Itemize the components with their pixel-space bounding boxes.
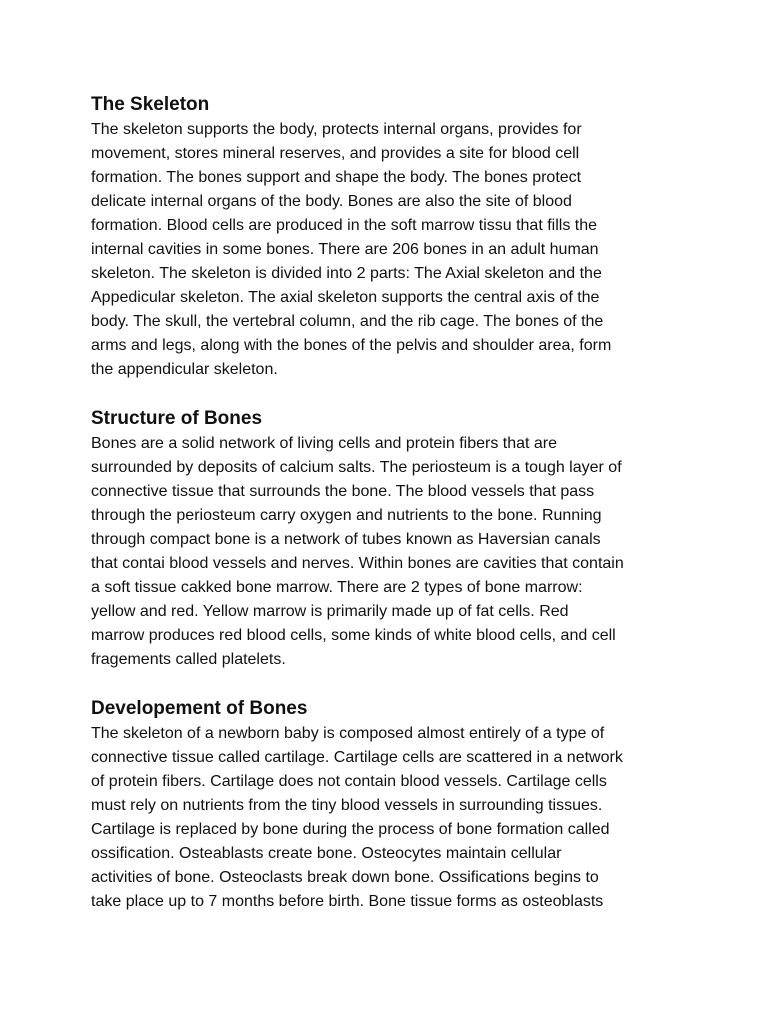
text-line: formation. Blood cells are produced in the soft marrow tissu that fills the (91, 217, 598, 234)
text-line: through the periosteum carry oxygen and nutrients to the bone. Running (91, 507, 602, 524)
text-line: of protein fibers. Cartilage does not contain blood vessels. Cartilage cells (91, 773, 607, 790)
text-line: must rely on nutrients from the tiny blood vessels in surrounding tissues. (91, 797, 603, 814)
section-paragraph (91, 432, 691, 672)
text-line: surrounded by deposits of calcium salts. The periosteum is a tough layer of (91, 459, 622, 476)
text-line: Cartilage is replaced by bone during the process of bone formation called (91, 821, 610, 838)
text-line: through compact bone is a network of tubes known as Haversian canals (91, 531, 601, 548)
section-paragraph (91, 722, 691, 914)
text-line: connective tissue that surrounds the bone. The blood vessels that pass (91, 483, 595, 500)
text-line: formation. The bones support and shape the body. The bones protect (91, 169, 582, 186)
section-heading: Developement of Bones (91, 698, 308, 719)
section-heading: Structure of Bones (91, 408, 263, 429)
text-line: ossification. Osteablasts create bone. Osteocytes maintain cellular (91, 845, 562, 862)
text-line: the appendicular skeleton. (91, 361, 278, 378)
text-line: activities of bone. Osteoclasts break down bone. Ossifications begins to (91, 869, 599, 886)
document-page (91, 92, 691, 938)
text-line: movement, stores mineral reserves, and provides a site for blood cell (91, 145, 580, 162)
text-line: body. The skull, the vertebral column, and the rib cage. The bones of the (91, 313, 604, 330)
text-line: The skeleton of a newborn baby is composed almost entirely of a type of (91, 725, 605, 742)
text-line: take place up to 7 months before birth. Bone tissue forms as osteoblasts (91, 893, 604, 910)
text-line: Appedicular skeleton. The axial skeleton supports the central axis of the (91, 289, 600, 306)
text-line: Bones are a solid network of living cells and protein fibers that are (91, 435, 558, 452)
section-developement-of-bones (91, 696, 691, 914)
text-line: internal cavities in some bones. There are 206 bones in an adult human (91, 241, 599, 258)
text-line: marrow produces red blood cells, some kinds of white blood cells, and cell (91, 627, 616, 644)
text-line: connective tissue called cartilage. Cartilage cells are scattered in a network (91, 749, 623, 766)
text-line: arms and legs, along with the bones of the pelvis and shoulder area, form (91, 337, 612, 354)
text-line: The skeleton supports the body, protects internal organs, provides for (91, 121, 582, 138)
section-structure-of-bones (91, 406, 691, 672)
section-paragraph (91, 118, 691, 382)
text-line: a soft tissue cakked bone marrow. There are 2 types of bone marrow: (91, 579, 583, 596)
text-line: fragements called platelets. (91, 651, 286, 668)
section-the-skeleton (91, 92, 691, 382)
section-heading: The Skeleton (91, 94, 210, 115)
text-line: that contai blood vessels and nerves. Within bones are cavities that contain (91, 555, 624, 572)
text-line: skeleton. The skeleton is divided into 2 parts: The Axial skeleton and the (91, 265, 602, 282)
text-line: yellow and red. Yellow marrow is primarily made up of fat cells. Red (91, 603, 569, 620)
text-line: delicate internal organs of the body. Bones are also the site of blood (91, 193, 572, 210)
